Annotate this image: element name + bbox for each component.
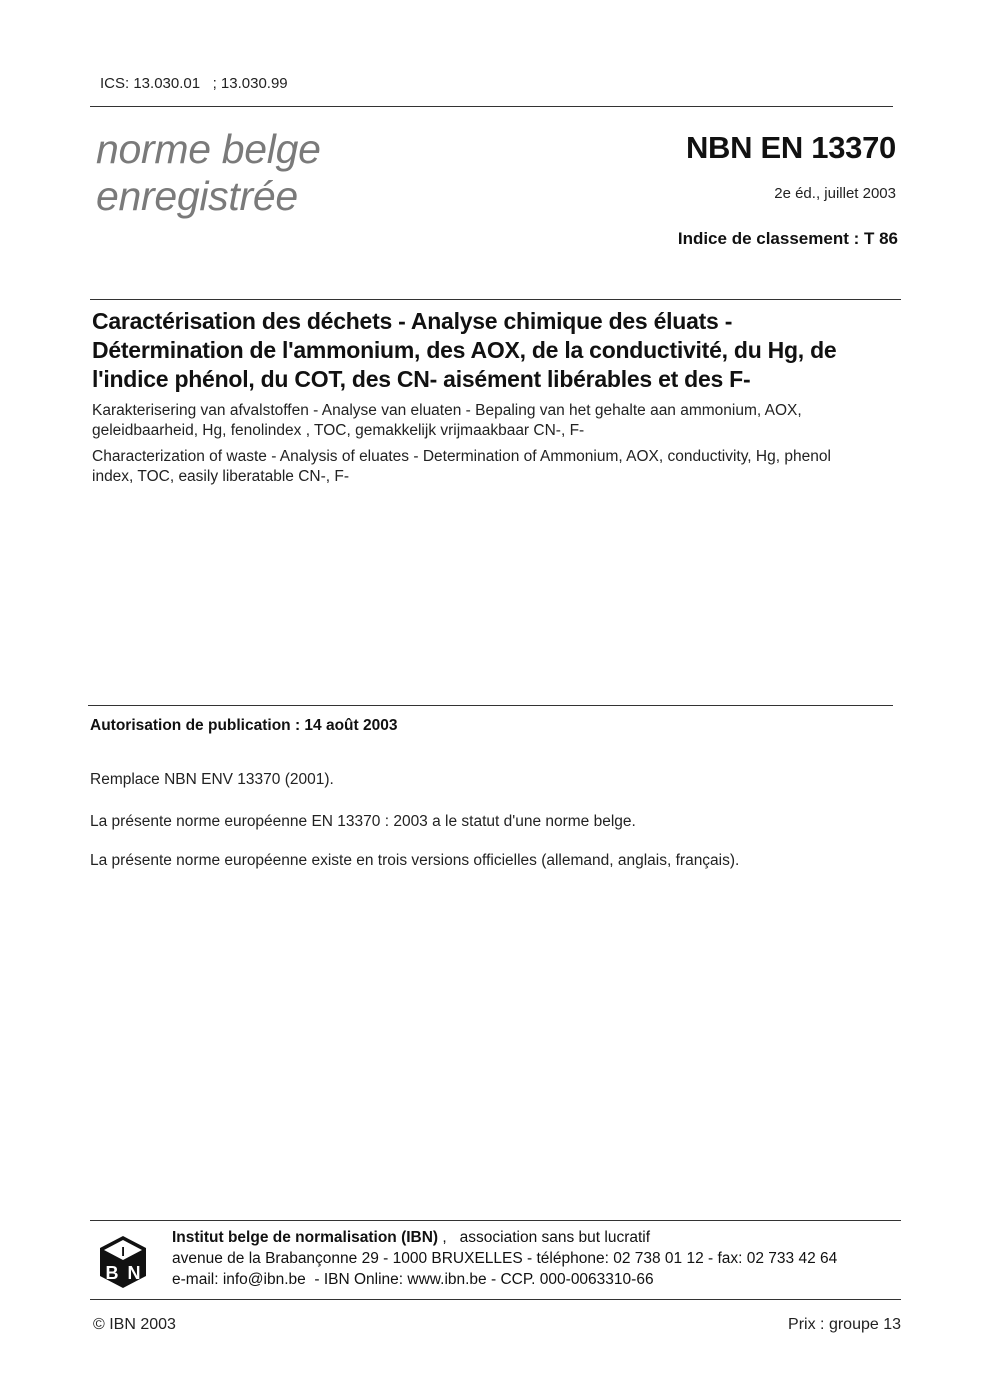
title-fr-line: Détermination de l'ammonium, des AOX, de la conductivité, du Hg, de (92, 337, 837, 363)
title-en-line: Characterization of waste - Analysis of eluates - Determination of Ammonium, AOX, conductivity, Hg, phenol (92, 448, 831, 465)
title-nl-line: Karakterisering van afvalstoffen - Analyse van eluaten - Bepaling van het gehalte aan ammonium, AOX, (92, 402, 802, 419)
ics-codes: ICS: 13.030.01 ; 13.030.99 (100, 75, 288, 92)
title-fr-line: l'indice phénol, du COT, des CN- aisément libérables et des F- (92, 366, 751, 392)
standard-number: NBN EN 13370 (685, 130, 896, 165)
classification-index: Indice de classement : T 86 (677, 229, 898, 248)
title-en-line: index, TOC, easily liberatable CN-, F- (92, 468, 349, 485)
footer-top-rule (90, 1220, 901, 1221)
title-top-rule (90, 299, 901, 300)
publication-authorization: Autorisation de publication : 14 août 2003 (90, 717, 398, 734)
brand-line-2: enregistrée (96, 173, 298, 219)
logo-letter-b: B (105, 1263, 119, 1283)
publication-rule (88, 705, 893, 706)
versions-note: La présente norme européenne existe en trois versions officielles (allemand, anglais, français). (90, 852, 740, 869)
title-fr-line: Caractérisation des déchets - Analyse chimique des éluats - (92, 308, 733, 334)
price-group: Prix : groupe 13 (788, 1316, 901, 1333)
title-english (92, 447, 898, 487)
document-type-label (96, 126, 321, 220)
institute-block (172, 1227, 837, 1290)
edition-date: 2e éd., juillet 2003 (774, 185, 896, 202)
institute-line (172, 1227, 837, 1248)
institute-type: , association sans but lucratif (438, 1229, 651, 1246)
copyright: © IBN 2003 (93, 1316, 176, 1333)
logo-letter-i: I (121, 1244, 125, 1259)
title-french (92, 307, 892, 394)
header-rule (90, 106, 893, 107)
replaces-note: Remplace NBN ENV 13370 (2001). (90, 771, 334, 788)
institute-name: Institut belge de normalisation (IBN) (172, 1229, 439, 1246)
title-dutch (92, 401, 898, 441)
institute-address: avenue de la Brabançonne 29 - 1000 BRUXELLES - téléphone: 02 738 01 12 - fax: 02 733 42 64 (172, 1250, 838, 1267)
ibn-logo (98, 1234, 148, 1290)
logo-letter-n: N (127, 1263, 141, 1283)
status-note: La présente norme européenne EN 13370 : 2003 a le statut d'une norme belge. (90, 813, 636, 830)
title-nl-line: geleidbaarheid, Hg, fenolindex , TOC, gemakkelijk vrijmaakbaar CN-, F- (92, 422, 585, 439)
brand-line-1: norme belge (96, 126, 321, 172)
footer-bottom-rule (90, 1299, 901, 1300)
institute-contact: e-mail: info@ibn.be - IBN Online: www.ibn.be - CCP. 000-0063310-66 (172, 1271, 654, 1288)
